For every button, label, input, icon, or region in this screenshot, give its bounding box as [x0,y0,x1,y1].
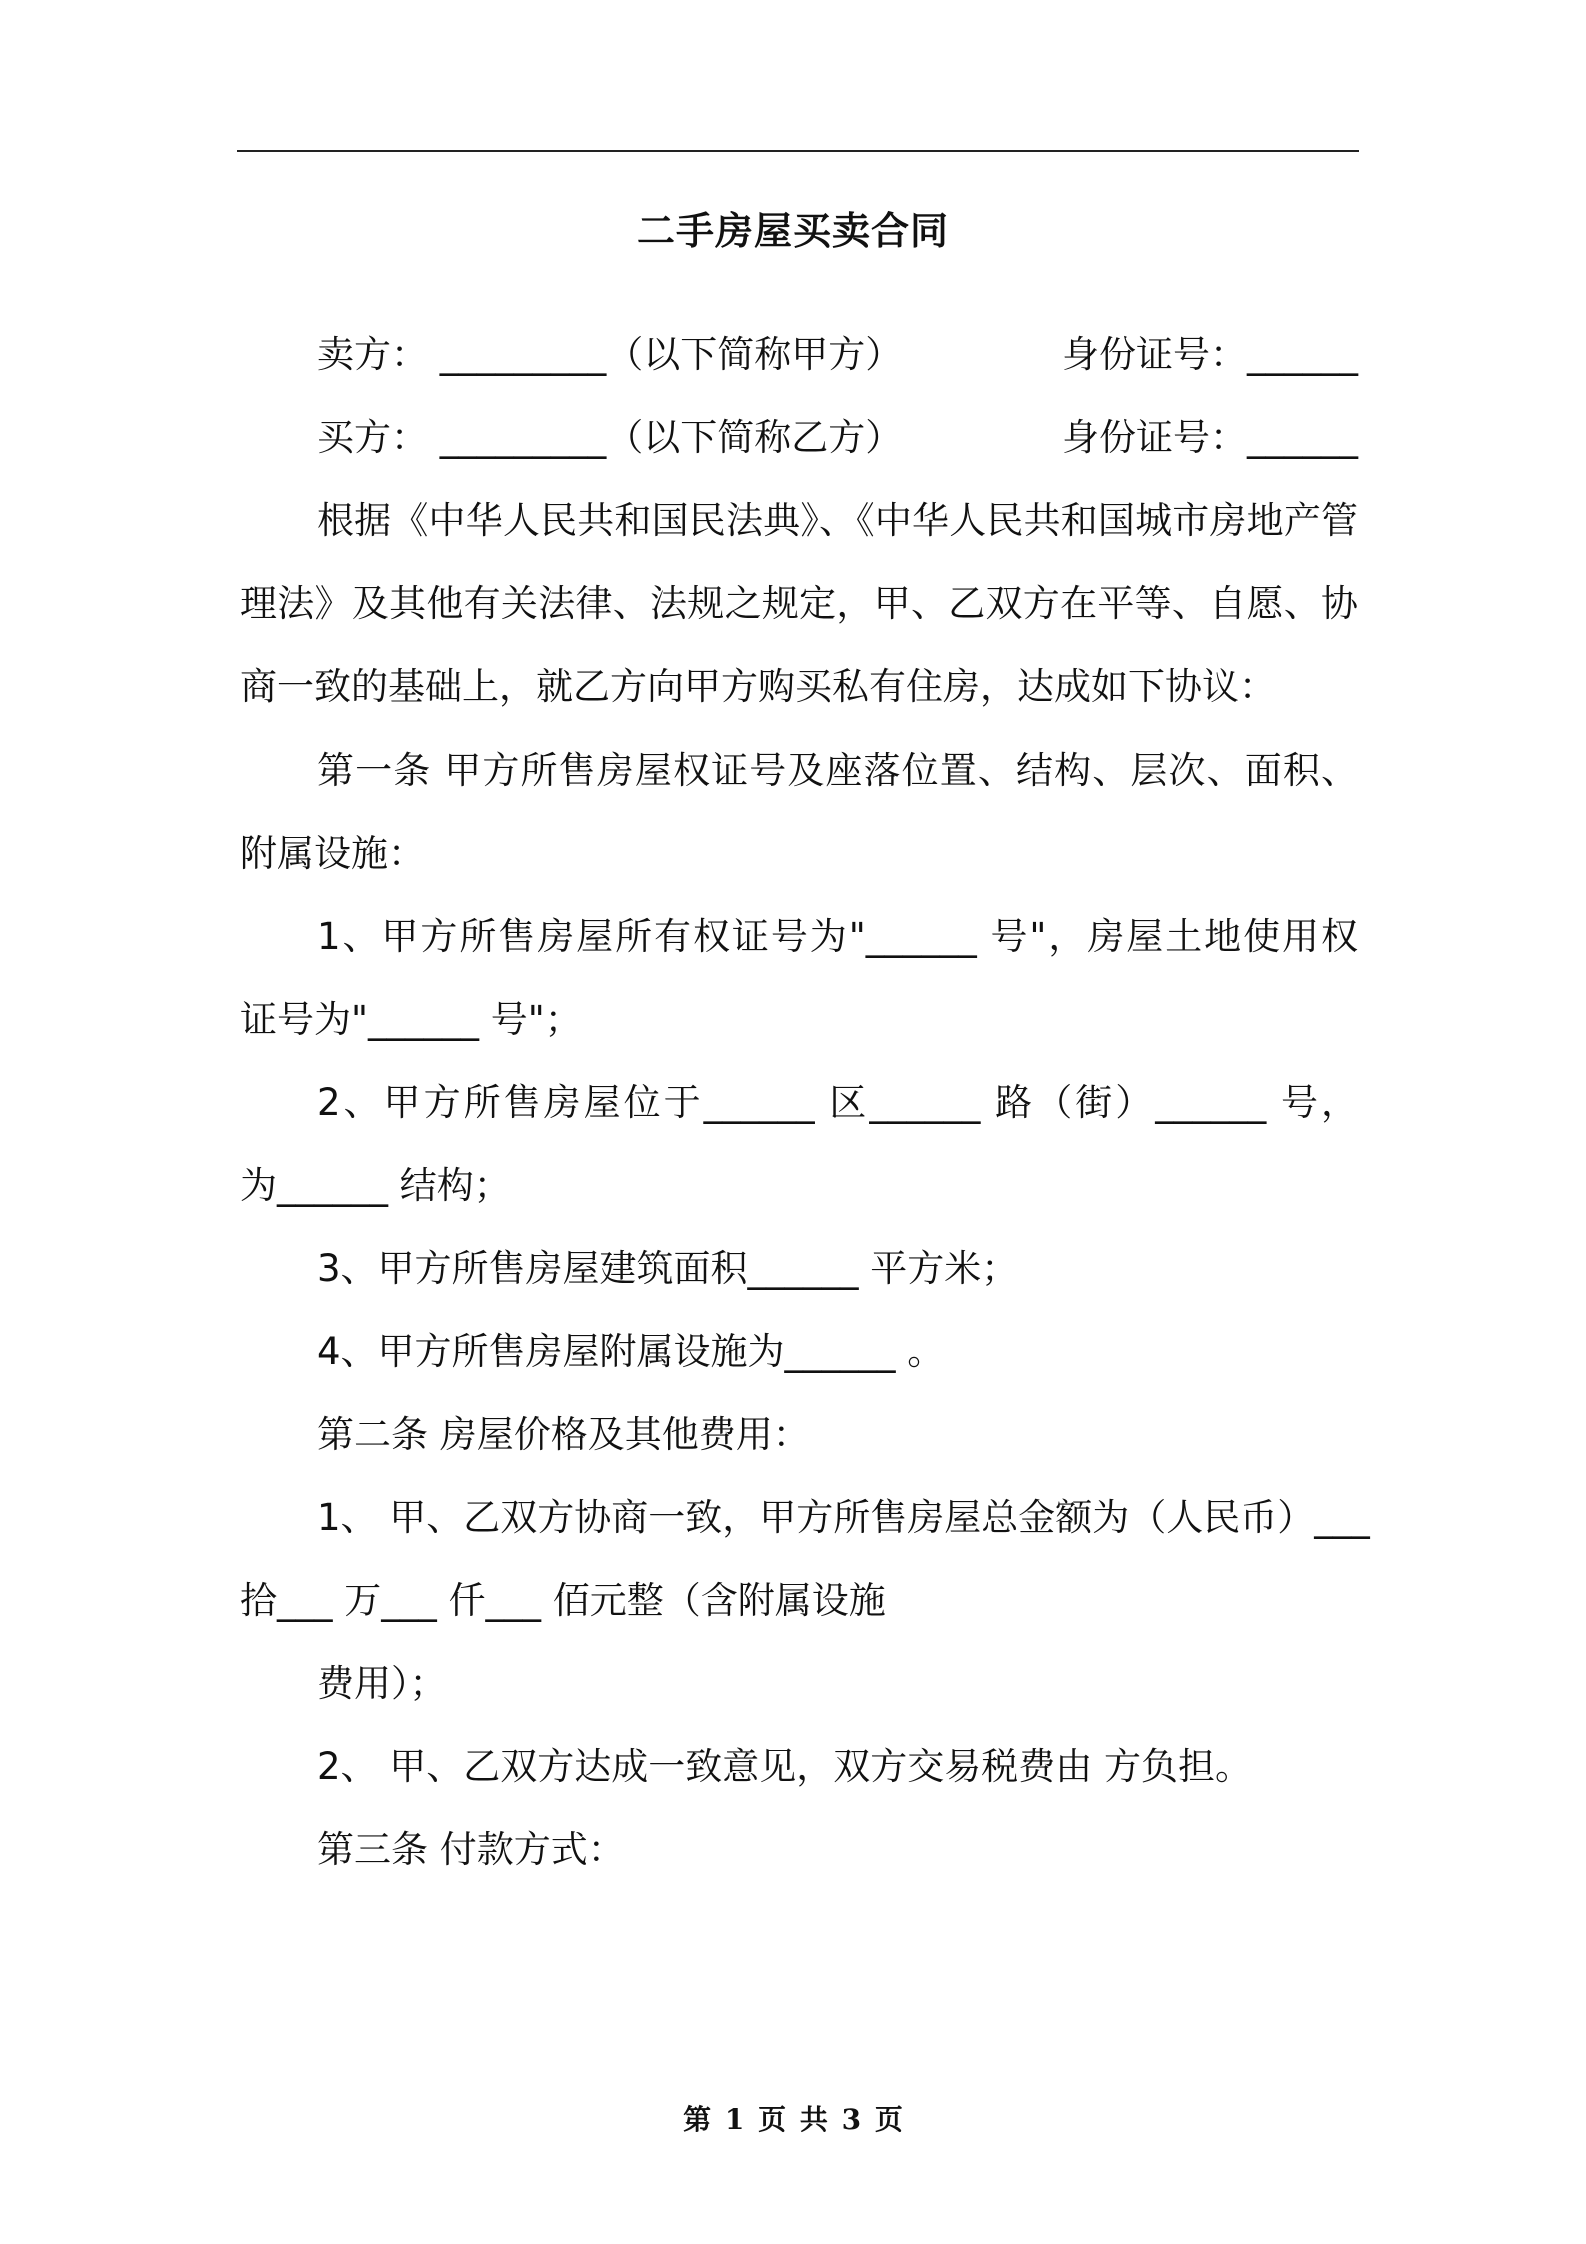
article2-item2: 2、 甲、乙双方达成一致意见，双方交易税费由 方负担。 [317,1745,1253,1788]
article2-item1-line-3: 费用）； [317,1662,447,1705]
seller-name-field: 卖方： _________（以下简称甲方） [317,333,903,376]
preamble-line-1: 根据《中华人民共和国民法典》、《中华人民共和国城市房地产管 [317,499,1358,542]
article1-item1-line-2: 证号为"______ 号"； [240,998,582,1041]
buyer-name-field: 买方： _________（以下简称乙方） [317,416,903,459]
article2-item1-line-1: 1、 甲、乙双方协商一致，甲方所售房屋总金额为（人民币）___ [317,1496,1370,1539]
article1-heading-line-2: 附属设施： [240,832,425,875]
article1-heading-line-1: 第一条 甲方所售房屋权证号及座落位置、结构、层次、面积、 [317,749,1358,792]
article2-heading: 第二条 房屋价格及其他费用： [317,1413,810,1456]
preamble-line-2: 理法》及其他有关法律、法规之规定，甲、乙双方在平等、自愿、协 [240,582,1358,625]
header-rule [237,150,1359,152]
article1-item1-line-1: 1、甲方所售房屋所有权证号为"______ 号"，房屋土地使用权 [317,915,1358,958]
article1-item2-line-2: 为______ 结构； [240,1164,511,1207]
article3-heading: 第三条 付款方式： [317,1828,625,1871]
page-footer: 第 1 页 共 3 页 [683,2103,903,2136]
article1-item4: 4、甲方所售房屋附属设施为______ 。 [317,1330,945,1373]
article1-item2-line-1: 2、甲方所售房屋位于______ 区______ 路（街）______ 号， [317,1081,1358,1124]
buyer-id-field: 身份证号：______ [1062,416,1358,459]
document-title: 二手房屋买卖合同 [636,209,949,253]
preamble-line-3: 商一致的基础上，就乙方向甲方购买私有住房，达成如下协议： [240,665,1276,708]
article1-item3: 3、甲方所售房屋建筑面积______ 平方米； [317,1247,1019,1290]
article2-item1-line-2: 拾___ 万___ 仟___ 佰元整（含附属设施 [240,1579,886,1622]
seller-id-field: 身份证号：______ [1062,333,1358,376]
